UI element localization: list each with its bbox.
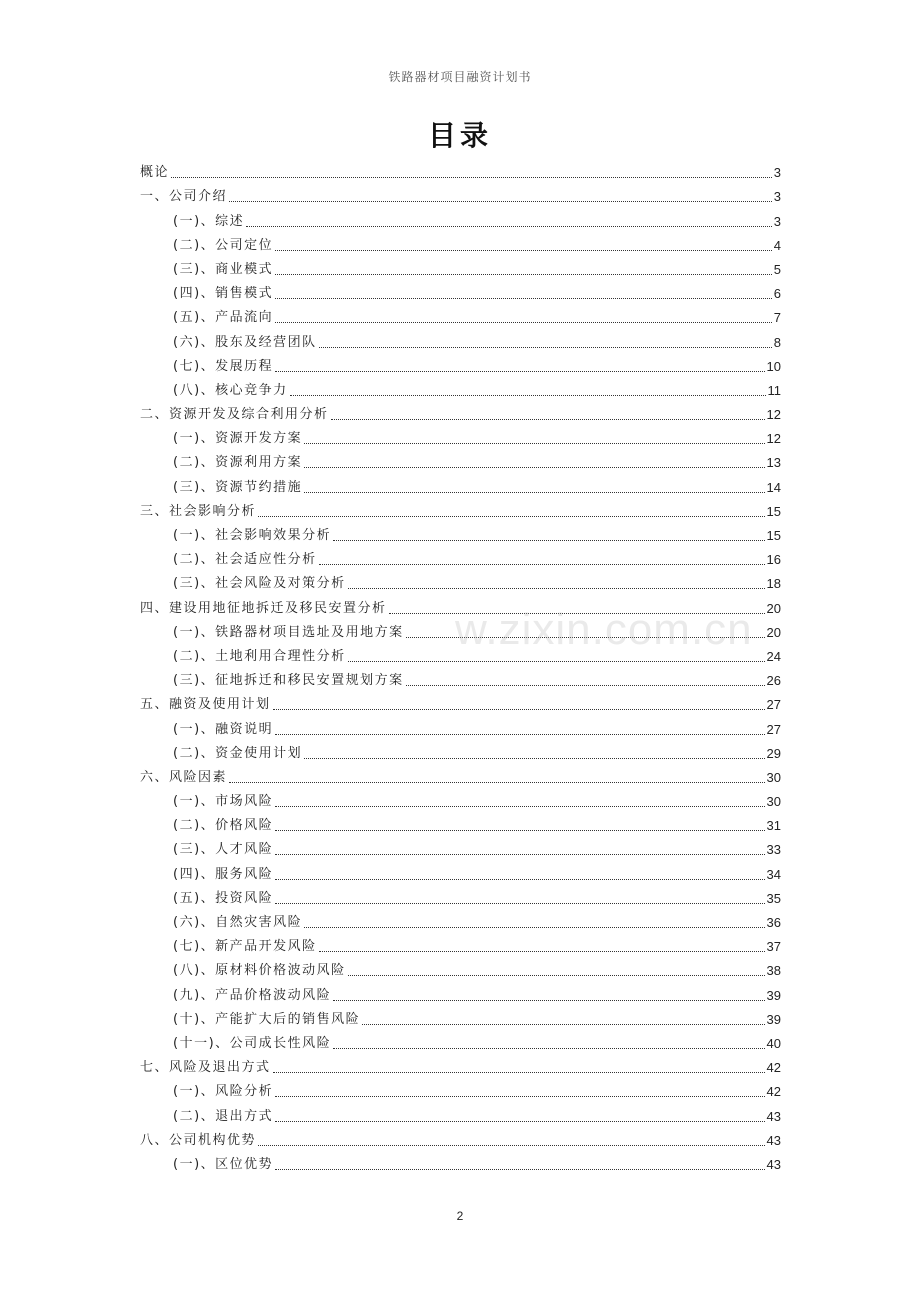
toc-entry-page: 38	[766, 963, 781, 979]
toc-entry[interactable]	[140, 379, 781, 403]
toc-dot-leader	[319, 563, 765, 565]
toc-entry-label: (一)、融资说明	[173, 721, 274, 737]
toc-dot-leader	[333, 539, 764, 541]
toc-entry-page: 33	[766, 842, 781, 858]
toc-dot-leader	[275, 878, 764, 880]
toc-entry-label: (三)、商业模式	[173, 261, 274, 277]
toc-entry-page: 13	[766, 455, 781, 471]
toc-entry-label: (二)、社会适应性分析	[173, 552, 317, 568]
toc-entry[interactable]	[140, 258, 781, 282]
toc-entry[interactable]	[140, 1104, 781, 1128]
toc-dot-leader	[348, 587, 765, 589]
toc-entry-label: (九)、产品价格波动风险	[173, 987, 332, 1003]
toc-entry-page: 10	[766, 358, 781, 374]
toc-entry[interactable]	[140, 645, 781, 669]
toc-entry-label: (七)、新产品开发风险	[173, 939, 317, 955]
toc-entry-label: (一)、综述	[173, 213, 245, 229]
toc-entry-page: 15	[766, 503, 781, 519]
toc-entry-page: 39	[766, 987, 781, 1003]
table-of-contents	[140, 161, 781, 1177]
toc-entry[interactable]	[140, 524, 781, 548]
toc-entry-label: (二)、价格风险	[173, 818, 274, 834]
toc-dot-leader	[406, 636, 765, 638]
toc-entry-label: (八)、原材料价格波动风险	[173, 963, 346, 979]
toc-entry-label: 四、建设用地征地拆迁及移民安置分析	[140, 600, 387, 616]
toc-entry[interactable]	[140, 838, 781, 862]
toc-entry-page: 3	[773, 213, 781, 229]
toc-entry[interactable]	[140, 451, 781, 475]
toc-entry[interactable]	[140, 621, 781, 645]
toc-dot-leader	[258, 515, 765, 517]
toc-entry[interactable]	[140, 862, 781, 886]
toc-dot-leader	[275, 321, 772, 323]
page-header-title: 铁路器材项目融资计划书	[388, 70, 532, 84]
toc-entry[interactable]	[140, 500, 781, 524]
toc-dot-leader	[406, 684, 765, 686]
toc-entry[interactable]	[140, 572, 781, 596]
toc-entry[interactable]	[140, 161, 781, 185]
toc-dot-leader	[275, 370, 764, 372]
toc-dot-leader	[275, 853, 764, 855]
toc-entry[interactable]	[140, 234, 781, 258]
toc-entry-page: 43	[766, 1156, 781, 1172]
toc-entry-page: 43	[766, 1132, 781, 1148]
toc-entry-label: (六)、自然灾害风险	[173, 915, 303, 930]
toc-dot-leader	[362, 1023, 764, 1025]
toc-entry[interactable]	[140, 742, 781, 766]
toc-entry-page: 30	[766, 794, 781, 810]
toc-entry-label: (四)、销售模式	[173, 286, 274, 302]
toc-entry[interactable]	[140, 669, 781, 693]
toc-dot-leader	[275, 297, 772, 299]
toc-entry-label: (三)、资源节约措施	[173, 479, 303, 495]
toc-entry-page: 35	[766, 890, 781, 906]
toc-entry[interactable]	[140, 475, 781, 499]
toc-entry-label: (二)、资金使用计划	[173, 745, 303, 761]
toc-entry-page: 8	[773, 334, 781, 350]
toc-entry-page: 18	[766, 576, 781, 592]
toc-entry-page: 34	[766, 866, 781, 882]
toc-entry-page: 27	[766, 721, 781, 737]
toc-entry[interactable]	[140, 814, 781, 838]
toc-entry[interactable]	[140, 548, 781, 572]
toc-entry-page: 30	[766, 769, 781, 785]
toc-entry[interactable]	[140, 935, 781, 959]
toc-entry-label: (三)、人才风险	[173, 842, 274, 858]
toc-entry[interactable]	[140, 355, 781, 379]
toc-entry-page: 27	[766, 697, 781, 713]
toc-dot-leader	[304, 757, 764, 759]
toc-entry[interactable]	[140, 983, 781, 1007]
toc-entry[interactable]	[140, 306, 781, 330]
toc-entry-page: 14	[766, 479, 781, 495]
toc-entry[interactable]	[140, 1080, 781, 1104]
toc-dot-leader	[275, 1168, 764, 1170]
toc-entry-label: (十)、产能扩大后的销售风险	[173, 1011, 361, 1027]
toc-entry[interactable]	[140, 1008, 781, 1032]
toc-entry[interactable]	[140, 717, 781, 741]
toc-dot-leader	[275, 902, 764, 904]
toc-entry-page: 24	[766, 648, 781, 664]
toc-dot-leader	[275, 273, 772, 275]
toc-entry[interactable]	[140, 887, 781, 911]
toc-entry-page: 16	[766, 552, 781, 568]
toc-entry[interactable]	[140, 766, 781, 790]
toc-entry-page: 12	[766, 431, 781, 447]
toc-entry[interactable]	[140, 1032, 781, 1056]
toc-entry-label: (一)、铁路器材项目选址及用地方案	[173, 624, 404, 640]
toc-entry-label: (八)、核心竞争力	[173, 382, 288, 398]
toc-title: 目录	[427, 119, 492, 152]
toc-entry-page: 20	[766, 600, 781, 616]
toc-dot-leader	[275, 1120, 764, 1122]
toc-entry-label: 八、公司机构优势	[140, 1132, 257, 1148]
toc-entry[interactable]	[140, 282, 781, 306]
toc-dot-leader	[229, 200, 772, 202]
toc-entry-page: 7	[773, 310, 781, 326]
toc-entry-label: (二)、公司定位	[173, 237, 274, 253]
toc-entry-label: 二、资源开发及综合利用分析	[140, 407, 329, 423]
toc-entry-page: 42	[766, 1084, 781, 1100]
toc-entry[interactable]	[140, 959, 781, 983]
toc-dot-leader	[331, 418, 765, 420]
toc-entry-label: (二)、资源利用方案	[173, 455, 303, 471]
toc-dot-leader	[171, 176, 772, 178]
toc-dot-leader	[319, 346, 772, 348]
toc-dot-leader	[290, 394, 766, 396]
toc-entry-label: (六)、股东及经营团队	[173, 334, 317, 350]
toc-entry[interactable]	[140, 1056, 781, 1080]
toc-dot-leader	[304, 466, 764, 468]
toc-dot-leader	[333, 1047, 764, 1049]
toc-dot-leader	[348, 660, 765, 662]
toc-entry-page: 4	[773, 237, 781, 253]
toc-entry[interactable]	[140, 596, 781, 620]
toc-entry-label: 三、社会影响分析	[140, 503, 257, 519]
toc-entry[interactable]	[140, 1153, 781, 1177]
toc-entry-page: 3	[773, 165, 781, 181]
toc-dot-leader	[275, 1095, 764, 1097]
toc-entry-label: 概论	[140, 165, 170, 181]
toc-entry-page: 6	[773, 286, 781, 302]
toc-dot-leader	[304, 926, 764, 928]
toc-entry[interactable]	[140, 403, 781, 427]
toc-entry-page: 39	[766, 1011, 781, 1027]
toc-entry-page: 11	[767, 382, 781, 398]
toc-entry-page: 37	[766, 939, 781, 955]
toc-dot-leader	[273, 1071, 765, 1073]
toc-entry-label: (二)、退出方式	[173, 1108, 274, 1124]
toc-entry-page: 26	[766, 673, 781, 689]
toc-entry-label: (三)、征地拆迁和移民安置规划方案	[173, 673, 404, 689]
toc-entry[interactable]	[140, 330, 781, 354]
toc-entry-label: (一)、市场风险	[173, 794, 274, 810]
toc-dot-leader	[275, 805, 764, 807]
toc-entry-page: 40	[766, 1035, 781, 1051]
toc-dot-leader	[273, 708, 765, 710]
toc-entry-page: 31	[766, 818, 781, 834]
toc-entry-label: 五、融资及使用计划	[140, 697, 271, 713]
toc-entry-label: (四)、服务风险	[173, 866, 274, 882]
toc-entry-label: 六、风险因素	[140, 769, 228, 785]
toc-entry-label: (一)、社会影响效果分析	[173, 528, 332, 543]
toc-dot-leader	[389, 612, 765, 614]
toc-entry[interactable]	[140, 693, 781, 717]
toc-dot-leader	[348, 974, 765, 976]
toc-entry-page: 20	[766, 624, 781, 640]
toc-entry-page: 43	[766, 1108, 781, 1124]
toc-entry-page: 3	[773, 189, 781, 205]
toc-entry[interactable]	[140, 185, 781, 209]
toc-entry-label: (十一)、公司成长性风险	[173, 1035, 332, 1051]
toc-entry-label: (二)、土地利用合理性分析	[173, 648, 346, 664]
toc-dot-leader	[319, 950, 765, 952]
toc-entry-page: 29	[766, 745, 781, 761]
toc-entry-page: 15	[766, 528, 781, 543]
toc-entry-page: 36	[766, 915, 781, 930]
toc-dot-leader	[333, 999, 764, 1001]
toc-dot-leader	[275, 829, 764, 831]
toc-entry-page: 42	[766, 1060, 781, 1076]
toc-entry[interactable]	[140, 209, 781, 233]
toc-entry[interactable]	[140, 911, 781, 935]
toc-entry-label: (一)、区位优势	[173, 1156, 274, 1172]
toc-entry[interactable]	[140, 427, 781, 451]
toc-entry-label: (一)、资源开发方案	[173, 431, 303, 447]
toc-entry-label: 一、公司介绍	[140, 189, 228, 205]
toc-entry-label: (三)、社会风险及对策分析	[173, 576, 346, 592]
toc-dot-leader	[304, 491, 764, 493]
toc-entry[interactable]	[140, 1129, 781, 1153]
toc-entry-label: (五)、投资风险	[173, 890, 274, 906]
toc-entry[interactable]	[140, 790, 781, 814]
toc-dot-leader	[229, 781, 765, 783]
toc-entry-page: 12	[766, 407, 781, 423]
toc-entry-label: (七)、发展历程	[173, 358, 274, 374]
toc-entry-page: 5	[773, 261, 781, 277]
toc-dot-leader	[275, 733, 764, 735]
toc-dot-leader	[258, 1144, 765, 1146]
toc-dot-leader	[246, 225, 772, 227]
toc-dot-leader	[275, 249, 772, 251]
toc-entry-label: (一)、风险分析	[173, 1084, 274, 1100]
toc-dot-leader	[304, 442, 764, 444]
toc-entry-label: 七、风险及退出方式	[140, 1060, 271, 1076]
page-number: 2	[456, 1209, 464, 1223]
toc-entry-label: (五)、产品流向	[173, 310, 274, 326]
watermark: w.zixin.com.cn	[455, 605, 753, 654]
